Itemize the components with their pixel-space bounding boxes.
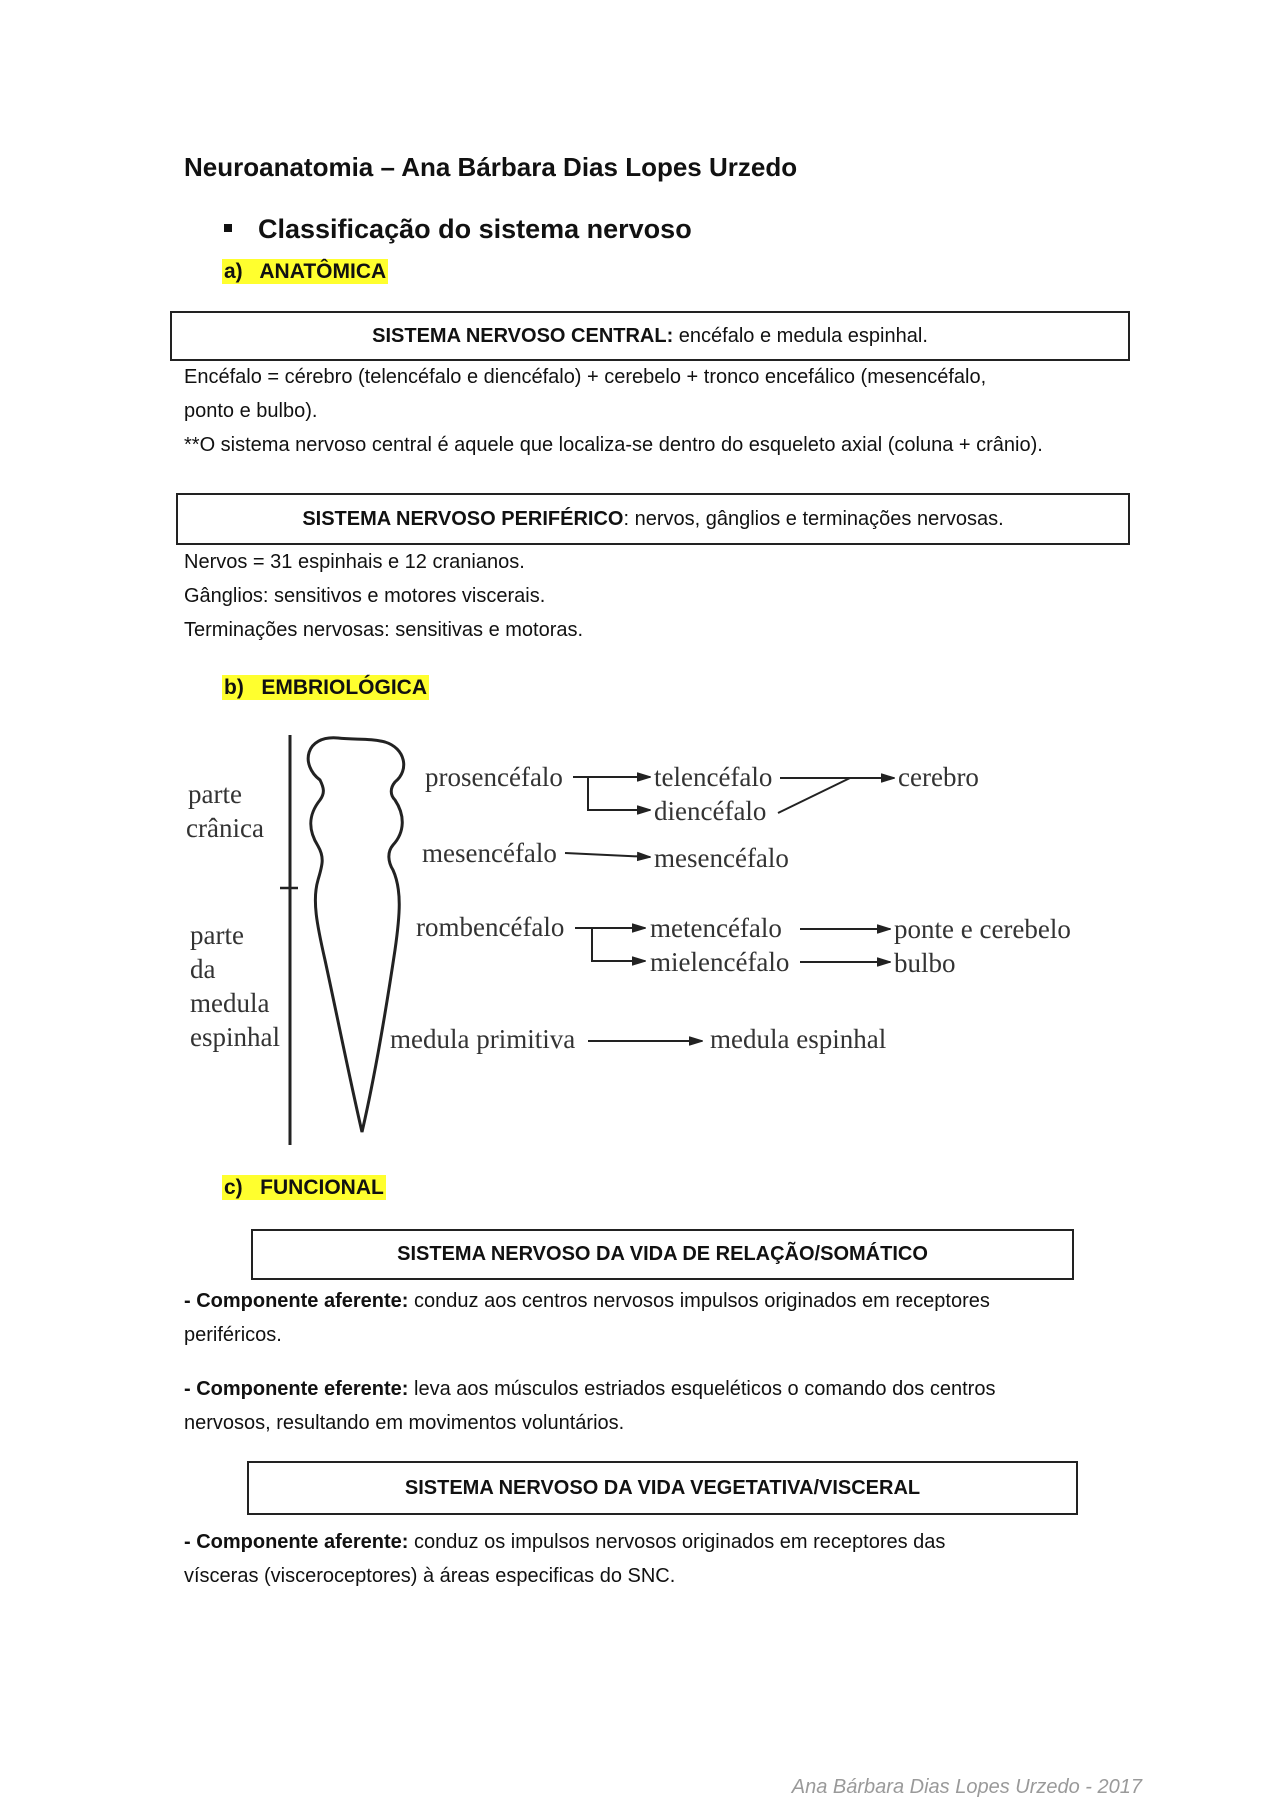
snc-line: ponto e bulbo). — [184, 400, 318, 422]
label-cerebro: cerebro — [898, 762, 979, 792]
neural-tube-outline — [308, 738, 404, 1132]
somatico-aferente-line2: periféricos. — [184, 1324, 282, 1346]
somatico-aferente-label: - Componente aferente: — [184, 1290, 409, 1312]
label-parte-cranica-1: parte — [188, 779, 242, 809]
label-parte-medula-3: medula — [190, 988, 270, 1018]
label-diencefalo: diencéfalo — [654, 796, 767, 826]
visceral-aferente-line2: vísceras (visceroceptores) à áreas especificas do SNC. — [184, 1565, 676, 1587]
snp-line: Nervos = 31 espinhais e 12 cranianos. — [184, 551, 525, 573]
visceral-aferente-text: conduz os impulsos nervosos originados em receptores das — [408, 1531, 946, 1553]
branch-prosencefalo-diencefalo — [588, 777, 650, 810]
line-diencefalo-join — [778, 778, 850, 813]
document-title: Neuroanatomia – Ana Bárbara Dias Lopes Urzedo — [184, 152, 798, 182]
label-prosencefalo: prosencéfalo — [425, 762, 563, 792]
section-title-text: Classificação do sistema nervoso — [258, 214, 692, 244]
label-medula-primitiva: medula primitiva — [390, 1024, 576, 1054]
arrow-mesencefalo — [565, 853, 650, 857]
label-bulbo: bulbo — [894, 948, 956, 978]
somatico-aferente-text: conduz aos centros nervosos impulsos originados em receptores — [408, 1290, 990, 1312]
heading-funcional — [222, 1176, 386, 1200]
visceral-aferente — [184, 1525, 945, 1593]
label-parte-medula-4: espinhal — [190, 1022, 280, 1052]
somatico-aferente — [184, 1284, 990, 1352]
heading-anatomica-text: a) ANATÔMICA — [224, 260, 387, 283]
label-parte-medula-1: parte — [190, 920, 244, 950]
snc-box-label: SISTEMA NERVOSO CENTRAL: — [372, 324, 674, 347]
visceral-box: SISTEMA NERVOSO DA VIDA VEGETATIVA/VISCERAL — [247, 1461, 1078, 1515]
snc-box-text: encéfalo e medula espinhal. — [673, 324, 928, 347]
somatico-eferente-line2: nervosos, resultando em movimentos voluntários. — [184, 1412, 625, 1434]
snp-box-label: SISTEMA NERVOSO PERIFÉRICO — [302, 507, 624, 530]
somatico-eferente-text: leva aos músculos estriados esqueléticos o comando dos centros — [408, 1378, 996, 1400]
label-medula-espinhal: medula espinhal — [710, 1024, 887, 1054]
snp-box-text: : nervos, gânglios e terminações nervosas. — [623, 507, 1004, 530]
snc-line: Encéfalo = cérebro (telencéfalo e diencéfalo) + cerebelo + tronco encefálico (mesencéfalo, — [184, 366, 987, 388]
page-footer: Ana Bárbara Dias Lopes Urzedo - 2017 — [791, 1776, 1142, 1798]
somatico-eferente — [184, 1372, 995, 1440]
label-ponte-cerebelo: ponte e cerebelo — [894, 914, 1071, 944]
somatico-eferente-label: - Componente eferente: — [184, 1378, 409, 1400]
heading-funcional-text: c) FUNCIONAL — [224, 1176, 384, 1199]
snp-line: Gânglios: sensitivos e motores viscerais. — [184, 585, 546, 607]
label-parte-medula-2: da — [190, 954, 216, 984]
label-mielencefalo: mielencéfalo — [650, 947, 790, 977]
snc-line: **O sistema nervoso central é aquele que localiza-se dentro do esqueleto axial (coluna + crânio). — [184, 434, 1043, 456]
visceral-aferente-label: - Componente aferente: — [184, 1531, 409, 1553]
label-mesencefalo-dst: mesencéfalo — [654, 843, 789, 873]
label-telencefalo: telencéfalo — [654, 762, 773, 792]
label-mesencefalo-src: mesencéfalo — [422, 838, 557, 868]
label-rombencefalo: rombencéfalo — [416, 912, 565, 942]
somatico-box: SISTEMA NERVOSO DA VIDA DE RELAÇÃO/SOMÁTICO — [251, 1229, 1074, 1280]
branch-rombencefalo-mielencefalo — [592, 928, 645, 961]
heading-embriologica-text: b) EMBRIOLÓGICA — [224, 676, 427, 699]
snp-line: Terminações nervosas: sensitivas e motoras. — [184, 619, 584, 641]
label-parte-cranica-2: crânica — [186, 813, 264, 843]
label-metencefalo: metencéfalo — [650, 913, 782, 943]
